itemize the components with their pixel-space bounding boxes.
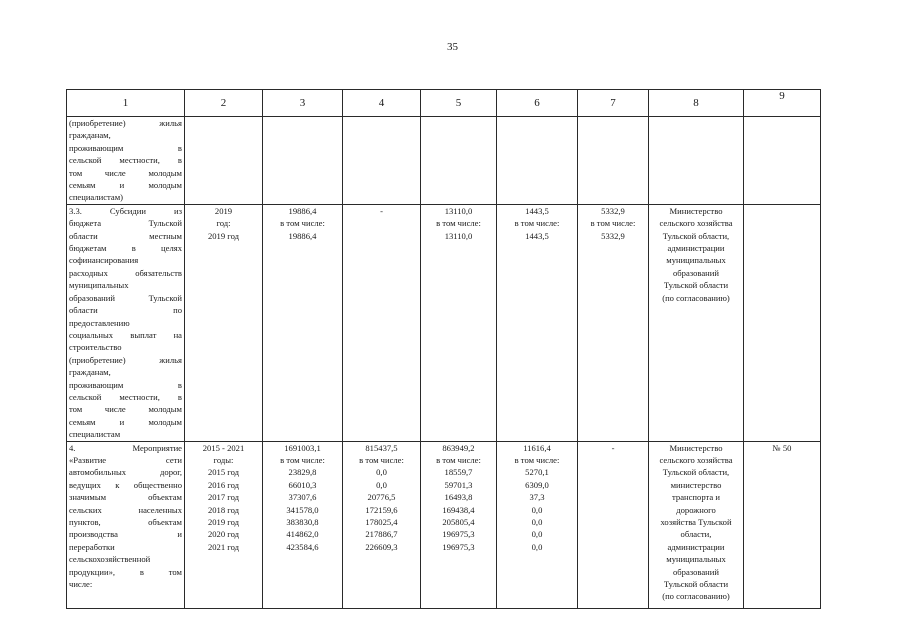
cell-line: 37,3 xyxy=(529,492,545,503)
total-cell xyxy=(263,204,343,441)
cell-line: Тульской области xyxy=(663,579,729,590)
cell-line: в том числе: xyxy=(280,454,325,465)
cell-line: администрации xyxy=(667,243,725,254)
cell-line: 1691003,1 xyxy=(284,442,321,453)
cell-line: 169438,4 xyxy=(442,504,475,515)
indicator-cell xyxy=(744,441,821,608)
cell-line: 205805,4 xyxy=(442,517,475,527)
activity-cell xyxy=(67,204,185,441)
cell-line: 19886,4 xyxy=(288,230,317,241)
cell-line: строительство xyxy=(69,342,122,353)
cell-line: расходных обязательств xyxy=(69,267,182,278)
cell-line: 1443,5 xyxy=(525,230,549,241)
cell-line: бюджета Тульской xyxy=(69,218,182,229)
header-cell: 4 xyxy=(343,90,421,117)
cell-line: (по согласованию) xyxy=(662,591,730,602)
cell-line: переработки xyxy=(69,541,115,552)
cell-line: 59701,3 xyxy=(444,479,473,490)
cell-line: 13110,0 xyxy=(444,205,473,216)
cell-line: 0,0 xyxy=(531,529,543,540)
federal-budget-cell xyxy=(343,204,421,441)
cell-line: в том числе: xyxy=(514,454,560,465)
cell-line: администрации xyxy=(667,541,725,552)
cell-line: (приобретение) жилья xyxy=(69,118,182,128)
header-cell: 8 xyxy=(649,90,744,117)
cell-line: министерство xyxy=(670,479,722,490)
other-sources-cell xyxy=(578,117,649,205)
table-row xyxy=(67,441,821,608)
cell-line: 13110,0 xyxy=(444,230,473,241)
cell-line: гражданам, xyxy=(69,130,111,141)
cell-line: 2015 год xyxy=(207,467,240,478)
local-budget-cell xyxy=(497,204,578,441)
cell-line: 341578,0 xyxy=(286,504,319,515)
regional-budget-cell xyxy=(421,441,497,608)
program-table xyxy=(66,89,821,609)
cell-line: 217886,7 xyxy=(365,529,398,540)
regional-budget-cell xyxy=(421,117,497,205)
period-cell xyxy=(185,441,263,608)
cell-line: 2020 год xyxy=(207,529,240,540)
cell-line: годы: xyxy=(213,454,234,465)
header-cell: 2 xyxy=(185,90,263,117)
cell-line: сельского хозяйства xyxy=(659,218,733,229)
cell-line: области местным xyxy=(69,230,182,241)
cell-line: 414862,0 xyxy=(286,529,319,540)
cell-line: проживающим в xyxy=(69,142,182,153)
cell-line: в том числе: xyxy=(280,218,325,229)
cell-line: бюджетам в целях xyxy=(69,243,182,254)
cell-line: производства и xyxy=(69,529,182,540)
cell-line: 2019 xyxy=(214,205,233,216)
cell-line: 196975,3 xyxy=(442,529,475,540)
cell-line: том числе молодым xyxy=(69,167,182,178)
period-cell xyxy=(185,204,263,441)
total-cell xyxy=(263,117,343,205)
cell-line: муниципальных xyxy=(666,255,726,266)
local-budget-cell xyxy=(497,117,578,205)
cell-line: Министерство xyxy=(669,205,723,216)
period-cell xyxy=(185,117,263,205)
cell-line: специалистам) xyxy=(69,192,123,203)
total-cell xyxy=(263,441,343,608)
cell-line: 0,0 xyxy=(531,541,543,552)
cell-line: семьям и молодым xyxy=(69,416,182,427)
header-cell: 9 xyxy=(744,90,821,117)
table-row xyxy=(67,117,821,205)
cell-line: 0,0 xyxy=(531,504,543,515)
cell-line: пунктов, объектам xyxy=(69,517,182,527)
cell-line: - xyxy=(611,442,615,453)
cell-line: в том числе: xyxy=(436,218,481,229)
other-sources-cell xyxy=(578,204,649,441)
cell-line: № 50 xyxy=(772,442,792,453)
cell-line: образований xyxy=(673,267,719,278)
cell-line: значимым объектам xyxy=(69,492,182,503)
cell-line: в том числе: xyxy=(590,218,636,229)
cell-line: образований xyxy=(673,566,719,577)
cell-line: области, xyxy=(680,529,712,540)
cell-line: 172159,6 xyxy=(365,504,398,515)
executor-cell xyxy=(649,117,744,205)
cell-line: 2021 год xyxy=(207,541,240,552)
executor-cell xyxy=(649,204,744,441)
cell-line: 0,0 xyxy=(376,467,387,478)
cell-line: сельскохозяйственной xyxy=(69,554,151,565)
cell-line: год: xyxy=(216,218,231,229)
cell-line: 23829,8 xyxy=(288,467,317,478)
cell-line: - xyxy=(380,205,383,216)
cell-line: сельской местности, в xyxy=(69,155,182,166)
cell-line: 4. Мероприятие xyxy=(69,442,182,453)
cell-line: муниципальных xyxy=(666,554,726,565)
cell-line: 20776,5 xyxy=(367,492,396,503)
cell-line: софинансирования xyxy=(69,255,139,266)
header-cell: 6 xyxy=(497,90,578,117)
cell-line: в том числе: xyxy=(359,454,404,465)
cell-line: 3.3. Субсидии из xyxy=(69,205,182,216)
activity-cell xyxy=(67,117,185,205)
activity-cell xyxy=(67,441,185,608)
cell-line: Тульской области xyxy=(663,280,729,291)
header-cell: 5 xyxy=(421,90,497,117)
cell-line: 16493,8 xyxy=(444,492,473,503)
cell-line: 2018 год xyxy=(207,504,240,515)
cell-line: социальных выплат на xyxy=(69,329,182,340)
cell-line: (приобретение) жилья xyxy=(69,354,182,365)
cell-line: 2016 год xyxy=(207,479,240,490)
local-budget-cell xyxy=(497,441,578,608)
cell-line: 815437,5 xyxy=(365,442,398,453)
cell-line: в том числе: xyxy=(436,454,481,465)
cell-line: дорожного xyxy=(676,504,716,515)
table-row xyxy=(67,204,821,441)
cell-line: 19886,4 xyxy=(288,205,317,216)
federal-budget-cell xyxy=(343,441,421,608)
cell-line: 1443,5 xyxy=(525,205,549,216)
cell-line: 5332,9 xyxy=(601,230,625,241)
cell-line: 11616,4 xyxy=(523,442,551,453)
cell-line: 383830,8 xyxy=(286,517,319,527)
cell-line: 196975,3 xyxy=(442,541,475,552)
indicator-cell xyxy=(744,117,821,205)
cell-line: 5332,9 xyxy=(601,205,625,216)
cell-line: в том числе: xyxy=(514,218,560,229)
cell-line: специалистам xyxy=(69,429,121,440)
cell-line: 5270,1 xyxy=(525,467,549,478)
cell-line: области по xyxy=(69,305,182,316)
cell-line: «Развитие сети xyxy=(69,454,182,465)
cell-line: 0,0 xyxy=(376,479,387,490)
cell-line: сельской местности, в xyxy=(69,391,182,402)
cell-line: транспорта и xyxy=(672,492,720,503)
federal-budget-cell xyxy=(343,117,421,205)
header-cell: 3 xyxy=(263,90,343,117)
indicator-cell xyxy=(744,204,821,441)
other-sources-cell xyxy=(578,441,649,608)
cell-line: семьям и молодым xyxy=(69,180,182,191)
cell-line: 178025,4 xyxy=(365,517,398,527)
cell-line: том числе молодым xyxy=(69,404,182,415)
page-number: 35 xyxy=(447,41,458,53)
cell-line: 37307,6 xyxy=(288,492,317,503)
cell-line: 226609,3 xyxy=(365,541,398,552)
cell-line: 2019 год xyxy=(207,230,240,241)
cell-line: (по согласованию) xyxy=(662,292,730,303)
cell-line: сельских населенных xyxy=(69,504,182,515)
cell-line: гражданам, xyxy=(69,367,111,378)
cell-line: 18559,7 xyxy=(444,467,473,478)
executor-cell xyxy=(649,441,744,608)
cell-line: 423584,6 xyxy=(286,541,319,552)
cell-line: автомобильных дорог, xyxy=(69,467,182,478)
header-row xyxy=(67,90,821,117)
header-cell: 1 xyxy=(67,90,185,117)
cell-line: 2017 год xyxy=(207,492,240,503)
cell-line: хозяйства Тульской xyxy=(660,517,732,527)
cell-line: ведущих к общественно xyxy=(69,479,182,490)
cell-line: предоставлению xyxy=(69,317,130,328)
cell-line: 0,0 xyxy=(531,517,543,527)
cell-line: 66010,3 xyxy=(288,479,317,490)
cell-line: 6309,0 xyxy=(525,479,549,490)
cell-line: продукции», в том xyxy=(69,566,182,577)
cell-line: сельского хозяйства xyxy=(659,454,733,465)
regional-budget-cell xyxy=(421,204,497,441)
cell-line: Тульской области, xyxy=(662,467,730,478)
cell-line: 2019 год xyxy=(207,517,240,527)
cell-line: Министерство xyxy=(669,442,723,453)
header-cell: 7 xyxy=(578,90,649,117)
cell-line: проживающим в xyxy=(69,379,182,390)
cell-line: 863949,2 xyxy=(442,442,475,453)
cell-line: муниципальных xyxy=(69,280,129,291)
cell-line: числе: xyxy=(69,579,93,590)
cell-line: образований Тульской xyxy=(69,292,182,303)
cell-line: 2015 - 2021 xyxy=(202,442,245,453)
cell-line: Тульской области, xyxy=(662,230,730,241)
